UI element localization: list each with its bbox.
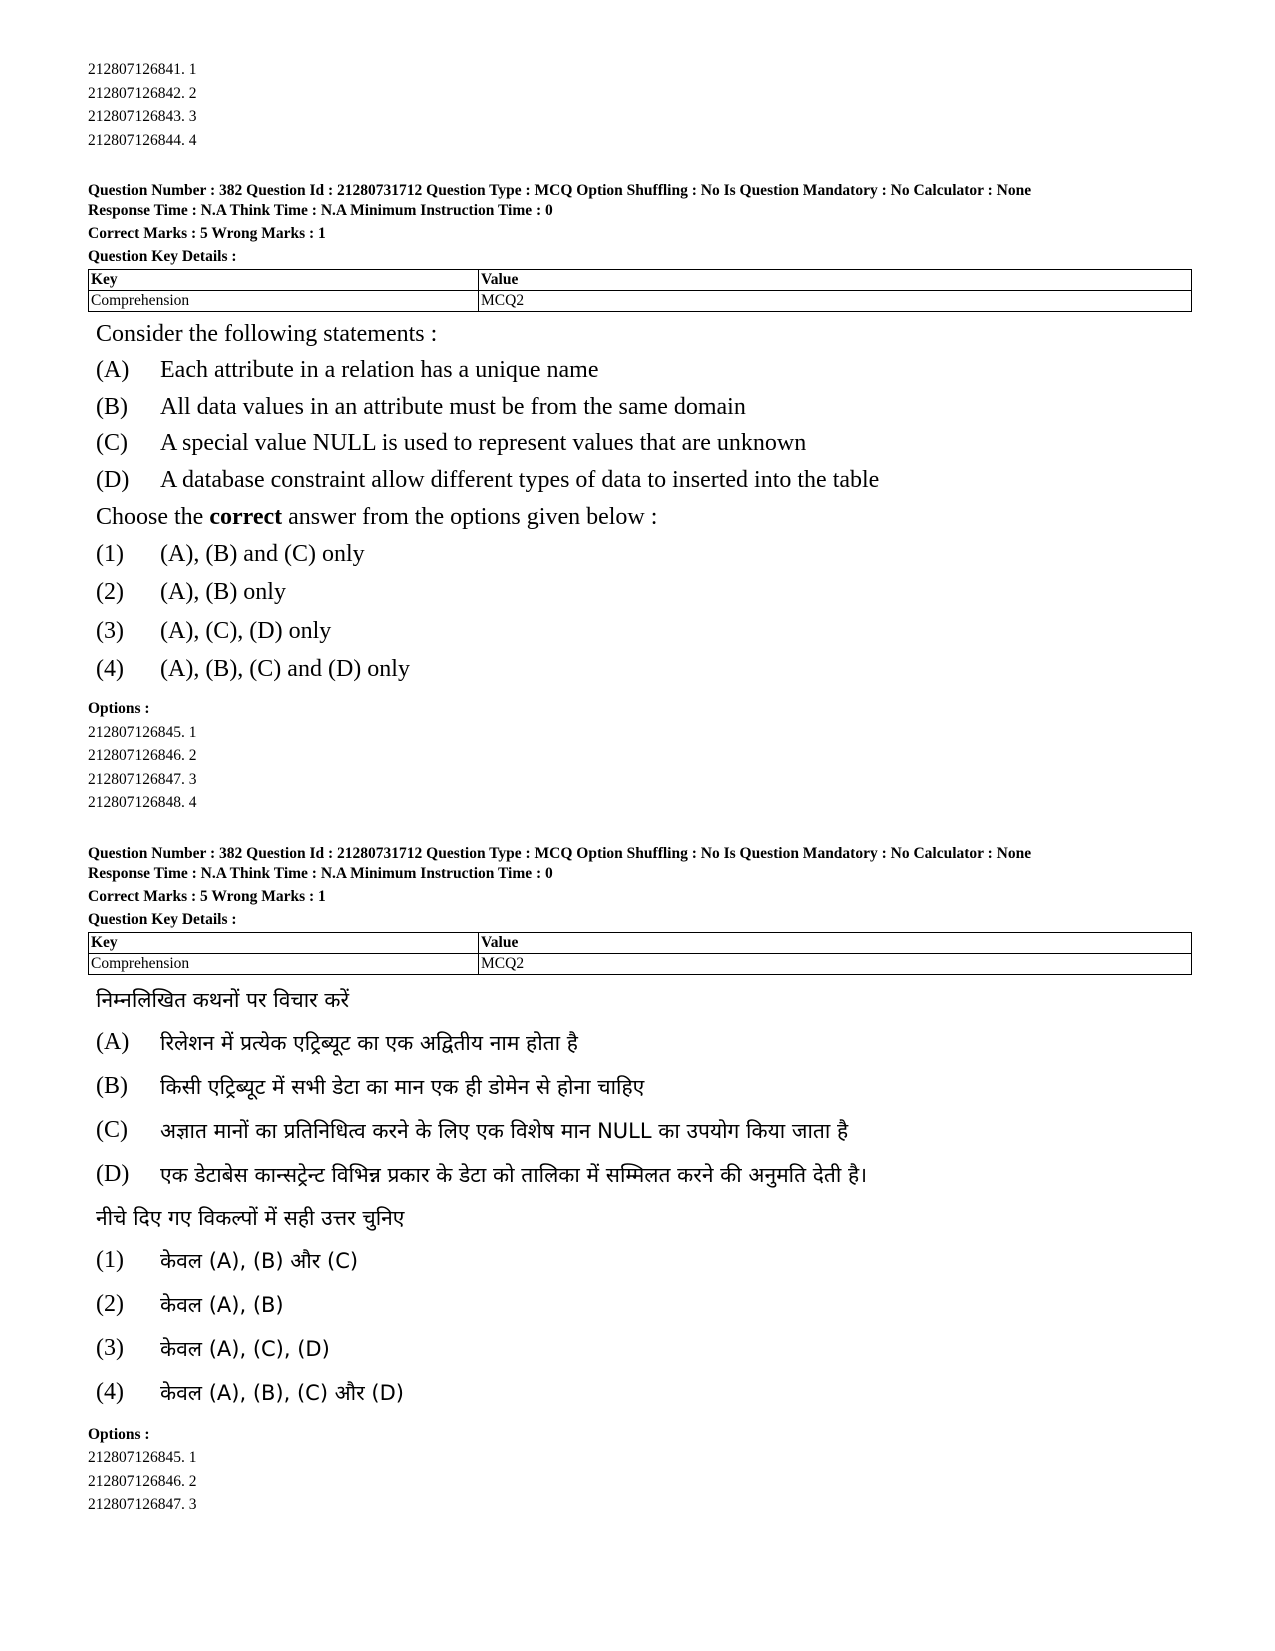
option-id: 212807126847. 3 [88, 770, 197, 788]
option-id: 212807126845. 1 [88, 1449, 197, 1466]
choose-text-pre: Choose the [96, 503, 210, 530]
table-header-value: Value [479, 932, 1192, 953]
answer-label: (4) [96, 1379, 124, 1405]
question-timing: Response Time : N.A Think Time : N.A Minimum Instruction Time : 0 [88, 202, 553, 219]
statement-item [96, 389, 1188, 426]
answer-text: केवल (A), (C), (D) [160, 1336, 330, 1361]
question-body-hindi [88, 979, 1188, 1415]
table-row [89, 953, 1192, 974]
statement-item [96, 1065, 1188, 1109]
statement-item [96, 1153, 1188, 1197]
statement-label: (A) [96, 357, 130, 384]
previous-options-list [88, 58, 1188, 152]
key-details-title: Question Key Details : [88, 248, 237, 265]
statement-label: (C) [96, 1117, 128, 1143]
statement-item [96, 353, 1188, 390]
options-title: Options : [88, 700, 150, 717]
answer-choice [96, 535, 1188, 574]
answer-label: (1) [96, 540, 124, 567]
question-marks: Correct Marks : 5 Wrong Marks : 1 [88, 887, 326, 905]
table-header-key: Key [89, 932, 479, 953]
answer-text: केवल (A), (B) और (C) [160, 1248, 359, 1273]
answer-choice [96, 1239, 1188, 1283]
table-cell-key: Comprehension [89, 291, 479, 312]
option-id: 212807126844. 4 [88, 131, 197, 149]
statement-item [96, 1021, 1188, 1065]
answer-text: केवल (A), (B), (C) और (D) [160, 1380, 404, 1405]
key-details-table [88, 269, 1192, 312]
question-body-english [88, 316, 1188, 689]
answer-label: (1) [96, 1247, 124, 1273]
statement-item [96, 1109, 1188, 1153]
answer-choice [96, 574, 1188, 613]
answer-text: (A), (B) and (C) only [160, 540, 365, 567]
statement-text: एक डेटाबेस कान्सट्रेन्ट विभिन्न प्रकार के डेटा को तालिका में सम्मिलत करने की अनुमति देती है। [160, 1162, 868, 1187]
answer-choice [96, 651, 1188, 690]
key-details-table [88, 932, 1192, 975]
document-page [88, 58, 1188, 1517]
answer-choice [96, 612, 1188, 651]
table-header-key: Key [89, 270, 479, 291]
answer-label: (4) [96, 656, 124, 683]
statement-text: Each attribute in a relation has a unique name [160, 357, 599, 384]
answer-label: (3) [96, 617, 124, 644]
statement-text: A special value NULL is used to represent values that are unknown [160, 430, 807, 457]
statement-label: (A) [96, 1029, 130, 1055]
table-row [89, 291, 1192, 312]
option-id: 212807126841. 1 [88, 61, 197, 78]
statement-label: (B) [96, 1073, 128, 1099]
question-intro: निम्नलिखित कथनों पर विचार करें [96, 987, 350, 1012]
table-header-row [89, 270, 1192, 291]
statement-text: रिलेशन में प्रत्येक एट्रिब्यूट का एक अद्वितीय नाम होता है [160, 1030, 578, 1055]
option-id: 212807126846. 2 [88, 1472, 197, 1490]
choose-instruction: नीचे दिए गए विकल्पों में सही उत्तर चुनिए [96, 1205, 405, 1230]
question-meta: Question Number : 382 Question Id : 21280731712 Question Type : MCQ Option Shuffling : No Is Question Mandatory : No Calculator : None [88, 182, 1032, 199]
table-cell-key: Comprehension [89, 953, 479, 974]
choose-text-bold: correct [209, 503, 283, 530]
table-header-row [89, 932, 1192, 953]
answer-choice [96, 1283, 1188, 1327]
answer-choice [96, 1371, 1188, 1415]
statement-text: A database constraint allow different types of data to inserted into the table [160, 466, 880, 493]
option-id: 212807126847. 3 [88, 1496, 197, 1513]
answer-label: (2) [96, 579, 124, 606]
option-id: 212807126848. 4 [88, 794, 197, 811]
question-timing: Response Time : N.A Think Time : N.A Minimum Instruction Time : 0 [88, 864, 553, 882]
statement-item [96, 462, 1188, 499]
table-header-value: Value [479, 270, 1192, 291]
question-intro: Consider the following statements : [96, 321, 438, 347]
statement-label: (D) [96, 466, 130, 493]
answer-label: (2) [96, 1291, 124, 1317]
question-marks: Correct Marks : 5 Wrong Marks : 1 [88, 225, 326, 242]
statement-label: (C) [96, 430, 128, 457]
table-cell-value: MCQ2 [479, 953, 1192, 974]
statement-item [96, 426, 1188, 463]
choose-text-post: answer from the options given below : [282, 503, 658, 530]
table-cell-value: MCQ2 [479, 291, 1192, 312]
statement-text: All data values in an attribute must be from the same domain [160, 393, 746, 420]
answer-text: केवल (A), (B) [160, 1292, 284, 1317]
option-id: 212807126845. 1 [88, 723, 197, 741]
option-id: 212807126842. 2 [88, 84, 197, 102]
question-meta: Question Number : 382 Question Id : 21280731712 Question Type : MCQ Option Shuffling : No Is Question Mandatory : No Calculator : None [88, 844, 1032, 862]
answer-label: (3) [96, 1335, 124, 1361]
statement-label: (B) [96, 393, 128, 420]
answer-text: (A), (C), (D) only [160, 617, 332, 644]
question-block-hindi [88, 844, 1188, 1517]
option-id: 212807126843. 3 [88, 108, 197, 125]
statement-label: (D) [96, 1161, 130, 1187]
statement-text: अज्ञात मानों का प्रतिनिधित्व करने के लिए एक विशेष मान NULL का उपयोग किया जाता है [160, 1118, 849, 1143]
answer-text: (A), (B) only [160, 579, 286, 606]
question-block-english [88, 181, 1188, 815]
answer-text: (A), (B), (C) and (D) only [160, 656, 410, 683]
choose-instruction [96, 499, 1188, 536]
statement-text: किसी एट्रिब्यूट में सभी डेटा का मान एक ही डोमेन से होना चाहिए [160, 1074, 645, 1099]
key-details-title: Question Key Details : [88, 910, 237, 928]
answer-choice [96, 1327, 1188, 1371]
options-title: Options : [88, 1425, 150, 1443]
option-id: 212807126846. 2 [88, 747, 197, 764]
